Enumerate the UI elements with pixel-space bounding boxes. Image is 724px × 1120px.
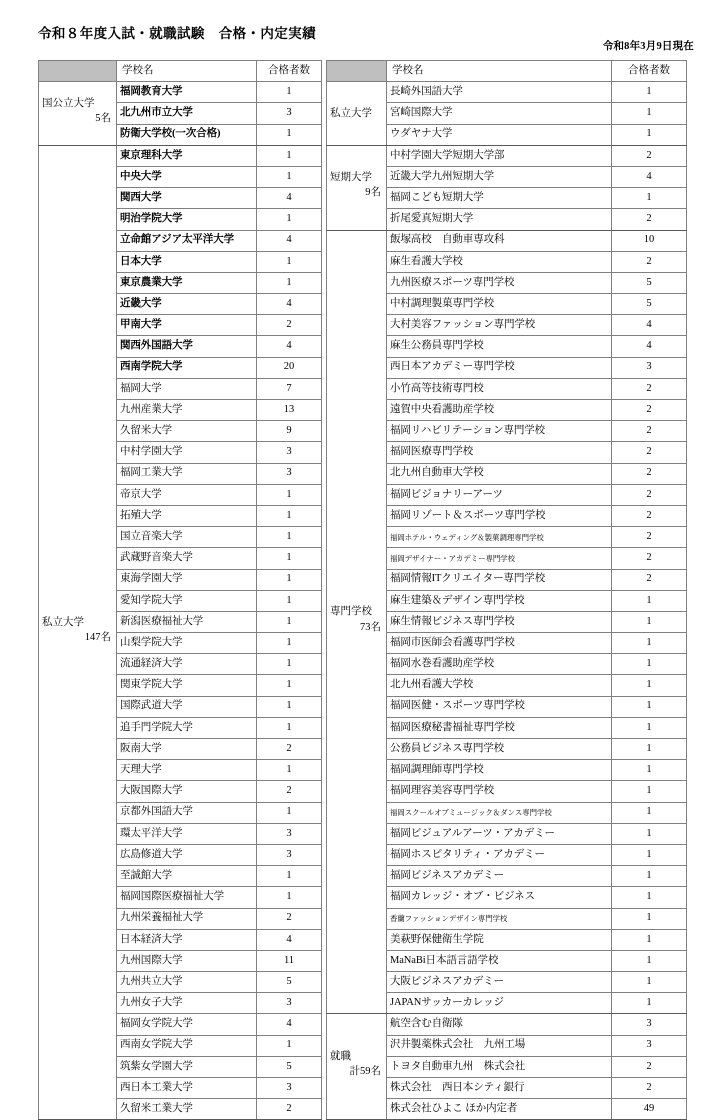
school-name-cell: 立命館アジア太平洋大学 (117, 230, 257, 251)
pass-count-cell: 1 (612, 844, 687, 865)
school-name-cell: 甲南大学 (117, 315, 257, 336)
school-name-cell: 東京農業大学 (117, 272, 257, 293)
school-name-cell: 西南女学院大学 (117, 1035, 257, 1056)
school-name-cell: 中村学園大学 (117, 442, 257, 463)
school-name-cell: 福岡ビジュアルアーツ・アカデミー (387, 823, 612, 844)
column-header-pass-count: 合格者数 (612, 61, 687, 82)
school-name-cell: 環太平洋大学 (117, 823, 257, 844)
school-name-cell: 中央大学 (117, 166, 257, 187)
pass-count-cell: 3 (257, 103, 322, 124)
school-name-cell: 北九州自動車大学校 (387, 463, 612, 484)
page-title: 令和８年度入試・就職試験 合格・内定実績 (38, 26, 316, 41)
school-name-cell: 公務員ビジネス専門学校 (387, 739, 612, 760)
pass-count-cell: 1 (612, 739, 687, 760)
pass-count-cell: 3 (257, 823, 322, 844)
category-cell (39, 82, 117, 146)
category-cell (327, 82, 387, 146)
school-name-cell: 阪南大学 (117, 739, 257, 760)
school-name-cell: 福岡スクールオブミュージック＆ダンス専門学校 (387, 802, 612, 823)
school-name-cell: 福岡教育大学 (117, 82, 257, 103)
school-name-cell: JAPANサッカーカレッジ (387, 993, 612, 1014)
table-header-left (39, 61, 322, 82)
school-name-cell: 福岡デザイナー・アカデミー専門学校 (387, 548, 612, 569)
results-table-left (38, 60, 322, 1120)
pass-count-cell: 1 (257, 527, 322, 548)
school-name-cell: 折尾愛真短期大学 (387, 209, 612, 230)
school-name-cell: 北九州市立大学 (117, 103, 257, 124)
pass-count-cell: 5 (257, 972, 322, 993)
pass-count-cell: 2 (612, 569, 687, 590)
school-name-cell: 広島修道大学 (117, 844, 257, 865)
school-name-cell: 国際武道大学 (117, 696, 257, 717)
pass-count-cell: 3 (257, 442, 322, 463)
pass-count-cell: 1 (257, 654, 322, 675)
pass-count-cell: 1 (257, 887, 322, 908)
school-name-cell: 福岡ホテル・ウェディング＆製菓調理専門学校 (387, 527, 612, 548)
category-total-count: 5名 (95, 113, 111, 124)
school-name-cell: トヨタ自動車九州 株式会社 (387, 1056, 612, 1077)
school-name-cell: 福岡女学院大学 (117, 1014, 257, 1035)
school-name-cell: 香蘭ファッションデザイン専門学校 (387, 908, 612, 929)
pass-count-cell: 1 (612, 82, 687, 103)
pass-count-cell: 1 (612, 972, 687, 993)
school-name-cell: 新潟医療福祉大学 (117, 611, 257, 632)
pass-count-cell: 4 (257, 929, 322, 950)
pass-count-cell: 2 (612, 463, 687, 484)
school-name-cell: 山梨学院大学 (117, 633, 257, 654)
school-name-cell: 飯塚高校 自動車専攻科 (387, 230, 612, 251)
pass-count-cell: 1 (257, 696, 322, 717)
school-name-cell: 沢井製薬株式会社 九州工場 (387, 1035, 612, 1056)
school-name-cell: 明治学院大学 (117, 209, 257, 230)
pass-count-cell: 1 (612, 717, 687, 738)
pass-count-cell: 1 (612, 654, 687, 675)
school-name-cell: 福岡市医師会看護専門学校 (387, 633, 612, 654)
pass-count-cell: 2 (257, 781, 322, 802)
pass-count-cell: 1 (612, 760, 687, 781)
school-name-cell: 福岡医健・スポーツ専門学校 (387, 696, 612, 717)
school-name-cell: 遠賀中央看護助産学校 (387, 400, 612, 421)
pass-count-cell: 2 (612, 548, 687, 569)
school-name-cell: 麻生建築＆デザイン専門学校 (387, 590, 612, 611)
school-name-cell: 麻生情報ビジネス専門学校 (387, 611, 612, 632)
category-label: 専門学校 (330, 606, 372, 618)
school-name-cell: 福岡カレッジ・オブ・ビジネス (387, 887, 612, 908)
category-cell (327, 145, 387, 230)
pass-count-cell: 4 (257, 1014, 322, 1035)
pass-count-cell: 2 (612, 251, 687, 272)
pass-count-cell: 1 (257, 209, 322, 230)
school-name-cell: 日本大学 (117, 251, 257, 272)
pass-count-cell: 4 (257, 336, 322, 357)
table-header-right (327, 61, 687, 82)
school-name-cell: 関西外国語大学 (117, 336, 257, 357)
pass-count-cell: 4 (257, 230, 322, 251)
school-name-cell: 久留米大学 (117, 421, 257, 442)
school-name-cell: 九州栄養福祉大学 (117, 908, 257, 929)
pass-count-cell: 1 (257, 760, 322, 781)
pass-count-cell: 2 (257, 1099, 322, 1120)
school-name-cell: 防衛大学校(一次合格) (117, 124, 257, 145)
school-name-cell: 愛知学院大学 (117, 590, 257, 611)
school-name-cell: 関西大学 (117, 188, 257, 209)
school-name-cell: 長崎外国語大学 (387, 82, 612, 103)
pass-count-cell: 1 (257, 802, 322, 823)
school-name-cell: 株式会社ひよこ ほか内定者 (387, 1099, 612, 1120)
pass-count-cell: 1 (612, 823, 687, 844)
pass-count-cell: 2 (257, 908, 322, 929)
pass-count-cell: 1 (612, 188, 687, 209)
pass-count-cell: 1 (257, 272, 322, 293)
school-name-cell: 福岡ホスピタリティ・アカデミー (387, 844, 612, 865)
pass-count-cell: 2 (257, 315, 322, 336)
school-name-cell: 中村学園大学短期大学部 (387, 145, 612, 166)
school-name-cell: 福岡リゾート＆スポーツ専門学校 (387, 505, 612, 526)
pass-count-cell: 2 (612, 484, 687, 505)
pass-count-cell: 2 (612, 378, 687, 399)
category-cell (39, 145, 117, 1120)
pass-count-cell: 4 (612, 166, 687, 187)
school-name-cell: ウダヤナ大学 (387, 124, 612, 145)
pass-count-cell: 1 (257, 675, 322, 696)
school-name-cell: 至誠館大学 (117, 866, 257, 887)
pass-count-cell: 1 (612, 590, 687, 611)
pass-count-cell: 1 (612, 887, 687, 908)
school-name-cell: 福岡医療専門学校 (387, 442, 612, 463)
school-name-cell: 福岡調理師専門学校 (387, 760, 612, 781)
school-name-cell: 西南学院大学 (117, 357, 257, 378)
school-name-cell: 福岡大学 (117, 378, 257, 399)
pass-count-cell: 2 (612, 1078, 687, 1099)
school-name-cell: 京都外国語大学 (117, 802, 257, 823)
pass-count-cell: 4 (612, 315, 687, 336)
pass-count-cell: 7 (257, 378, 322, 399)
category-label: 就職 (330, 1051, 351, 1063)
school-name-cell: 福岡こども短期大学 (387, 188, 612, 209)
pass-count-cell: 1 (257, 569, 322, 590)
school-name-cell: 拓殖大学 (117, 505, 257, 526)
pass-count-cell: 2 (612, 421, 687, 442)
category-total-count: 73名 (360, 621, 381, 633)
pass-count-cell: 3 (612, 1014, 687, 1035)
table-row (39, 145, 322, 166)
pass-count-cell: 1 (257, 484, 322, 505)
category-label: 私立大学 (330, 107, 372, 119)
school-name-cell: 福岡国際医療福祉大学 (117, 887, 257, 908)
pass-count-cell: 4 (257, 294, 322, 315)
school-name-cell: 福岡理容美容専門学校 (387, 781, 612, 802)
table-row (327, 230, 687, 251)
pass-count-cell: 13 (257, 400, 322, 421)
school-name-cell: 流通経済大学 (117, 654, 257, 675)
school-name-cell: 九州国際大学 (117, 950, 257, 971)
school-name-cell: 武蔵野音楽大学 (117, 548, 257, 569)
pass-count-cell: 1 (612, 781, 687, 802)
category-total-count: 計59名 (349, 1066, 381, 1078)
school-name-cell: 大阪ビジネスアカデミー (387, 972, 612, 993)
pass-count-cell: 1 (257, 548, 322, 569)
school-name-cell: 麻生公務員専門学校 (387, 336, 612, 357)
school-name-cell: 東海学園大学 (117, 569, 257, 590)
pass-count-cell: 3 (257, 993, 322, 1014)
school-name-cell: 追手門学院大学 (117, 717, 257, 738)
pass-count-cell: 4 (257, 188, 322, 209)
table-body-left (39, 82, 322, 1120)
school-name-cell: 宮崎国際大学 (387, 103, 612, 124)
table-row (327, 1014, 687, 1035)
school-name-cell: 近畿大学九州短期大学 (387, 166, 612, 187)
category-total-count: 9名 (365, 187, 381, 199)
pass-count-cell: 3 (612, 357, 687, 378)
column-header-school-name: 学校名 (387, 61, 612, 82)
pass-count-cell: 20 (257, 357, 322, 378)
pass-count-cell: 1 (612, 908, 687, 929)
school-name-cell: 天理大学 (117, 760, 257, 781)
pass-count-cell: 3 (257, 463, 322, 484)
table-body-right (327, 82, 687, 1120)
pass-count-cell: 1 (612, 611, 687, 632)
school-name-cell: 福岡ビジネスアカデミー (387, 866, 612, 887)
school-name-cell: 国立音楽大学 (117, 527, 257, 548)
pass-count-cell: 1 (257, 166, 322, 187)
as-of-date: 令和8年3月9日現在 (602, 41, 694, 52)
school-name-cell: 久留米工業大学 (117, 1099, 257, 1120)
school-name-cell: 九州女子大学 (117, 993, 257, 1014)
pass-count-cell: 9 (257, 421, 322, 442)
pass-count-cell: 1 (257, 145, 322, 166)
school-name-cell: 麻生看護大学校 (387, 251, 612, 272)
pass-count-cell: 1 (257, 505, 322, 526)
pass-count-cell: 3 (612, 1035, 687, 1056)
pass-count-cell: 1 (257, 251, 322, 272)
school-name-cell: 東京理科大学 (117, 145, 257, 166)
pass-count-cell: 2 (612, 1056, 687, 1077)
table-row (327, 145, 687, 166)
school-name-cell: 小竹高等技術専門校 (387, 378, 612, 399)
pass-count-cell: 1 (612, 950, 687, 971)
pass-count-cell: 5 (612, 272, 687, 293)
pass-count-cell: 1 (612, 993, 687, 1014)
school-name-cell: 西日本工業大学 (117, 1078, 257, 1099)
pass-count-cell: 1 (612, 866, 687, 887)
results-table-right (326, 60, 687, 1120)
pass-count-cell: 49 (612, 1099, 687, 1120)
school-name-cell: 福岡水巻看護助産学校 (387, 654, 612, 675)
school-name-cell: 西日本アカデミー専門学校 (387, 357, 612, 378)
pass-count-cell: 1 (612, 929, 687, 950)
category-cell (327, 1014, 387, 1120)
school-name-cell: 福岡ビジョナリーアーツ (387, 484, 612, 505)
pass-count-cell: 1 (257, 611, 322, 632)
table-row (39, 82, 322, 103)
pass-count-cell: 1 (612, 103, 687, 124)
column-header-pass-count: 合格者数 (257, 61, 322, 82)
school-name-cell: 北九州看護大学校 (387, 675, 612, 696)
pass-count-cell: 1 (257, 633, 322, 654)
school-name-cell: 大村美容ファッション専門学校 (387, 315, 612, 336)
category-total-count: 147名 (84, 632, 111, 644)
pass-count-cell: 1 (257, 124, 322, 145)
school-name-cell: 日本経済大学 (117, 929, 257, 950)
school-name-cell: 株式会社 西日本シティ銀行 (387, 1078, 612, 1099)
category-label: 短期大学 (330, 172, 372, 184)
pass-count-cell: 3 (257, 844, 322, 865)
pass-count-cell: 10 (612, 230, 687, 251)
category-label: 私立大学 (42, 617, 84, 629)
school-name-cell: 九州医療スポーツ専門学校 (387, 272, 612, 293)
pass-count-cell: 3 (257, 1078, 322, 1099)
pass-count-cell: 1 (257, 1035, 322, 1056)
column-header-category (39, 61, 117, 82)
school-name-cell: 九州産業大学 (117, 400, 257, 421)
pass-count-cell: 5 (612, 294, 687, 315)
school-name-cell: 福岡情報ITクリエイター専門学校 (387, 569, 612, 590)
school-name-cell: 関東学院大学 (117, 675, 257, 696)
pass-count-cell: 1 (257, 82, 322, 103)
school-name-cell: 九州共立大学 (117, 972, 257, 993)
pass-count-cell: 2 (612, 505, 687, 526)
school-name-cell: 帝京大学 (117, 484, 257, 505)
school-name-cell: 中村調理製菓専門学校 (387, 294, 612, 315)
school-name-cell: 福岡医療秘書福祉専門学校 (387, 717, 612, 738)
pass-count-cell: 4 (612, 336, 687, 357)
pass-count-cell: 5 (257, 1056, 322, 1077)
pass-count-cell: 1 (612, 802, 687, 823)
pass-count-cell: 1 (257, 717, 322, 738)
pass-count-cell: 1 (612, 696, 687, 717)
pass-count-cell: 2 (612, 145, 687, 166)
pass-count-cell: 1 (612, 124, 687, 145)
pass-count-cell: 1 (612, 633, 687, 654)
table-row (327, 82, 687, 103)
pass-count-cell: 2 (612, 442, 687, 463)
pass-count-cell: 1 (612, 675, 687, 696)
school-name-cell: 筑紫女学園大学 (117, 1056, 257, 1077)
school-name-cell: MaNaBi日本語言語学校 (387, 950, 612, 971)
column-header-school-name: 学校名 (117, 61, 257, 82)
pass-count-cell: 1 (257, 866, 322, 887)
pass-count-cell: 2 (257, 739, 322, 760)
category-cell (327, 230, 387, 1014)
school-name-cell: 大阪国際大学 (117, 781, 257, 802)
school-name-cell: 美萩野保健衛生学院 (387, 929, 612, 950)
column-header-category (327, 61, 387, 82)
pass-count-cell: 1 (257, 590, 322, 611)
pass-count-cell: 2 (612, 400, 687, 421)
school-name-cell: 航空含む自衛隊 (387, 1014, 612, 1035)
category-label: 国公立大学 (42, 97, 95, 109)
school-name-cell: 近畿大学 (117, 294, 257, 315)
pass-count-cell: 2 (612, 209, 687, 230)
school-name-cell: 福岡リハビリテーション専門学校 (387, 421, 612, 442)
school-name-cell: 福岡工業大学 (117, 463, 257, 484)
pass-count-cell: 11 (257, 950, 322, 971)
pass-count-cell: 2 (612, 527, 687, 548)
